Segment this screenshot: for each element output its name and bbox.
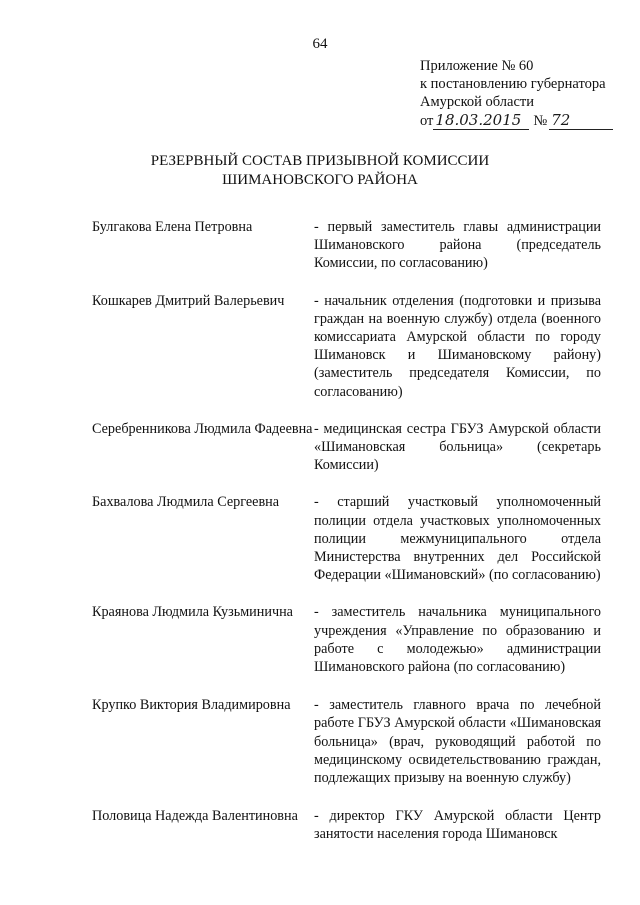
member-row bbox=[92, 603, 607, 676]
member-name: Кошкарев Дмитрий Валерьевич bbox=[92, 292, 285, 309]
member-name: Серебренникова Людмила Фадеевна bbox=[92, 420, 313, 437]
handwritten-date: 18.03.2015 bbox=[433, 111, 529, 130]
document-title bbox=[0, 152, 640, 190]
member-name: Краянова Людмила Кузьминична bbox=[92, 604, 293, 621]
member-row bbox=[92, 218, 607, 273]
appendix-line-3: Амурской области bbox=[420, 94, 534, 110]
page-number: 64 bbox=[312, 36, 328, 52]
member-row bbox=[92, 807, 607, 843]
member-role: - начальник отделения (подготовки и призыва граждан на военную службу) отдела (военного комиссариата Амурской области по городу Шимановск и Шимановскому району) (заместитель председателя Комиссии, по согласованию) bbox=[314, 292, 601, 400]
appendix-date-number-line bbox=[420, 111, 620, 130]
member-row bbox=[92, 493, 607, 584]
appendix-line-1: Приложение № 60 bbox=[420, 58, 534, 74]
date-prefix: от bbox=[420, 113, 434, 129]
appendix-header bbox=[420, 57, 620, 130]
number-sign: № bbox=[533, 113, 548, 129]
member-name: Булгакова Елена Петровна bbox=[92, 219, 253, 235]
member-name: Крупко Виктория Владимировна bbox=[92, 697, 291, 714]
member-name: Бахвалова Людмила Сергеевна bbox=[92, 494, 280, 511]
member-role: - первый заместитель главы администрации Шимановского района (председатель Комиссии, по согласованию) bbox=[314, 219, 601, 272]
member-role: - директор ГКУ Амурской области Центр занятости населения города Шимановск bbox=[314, 808, 601, 843]
member-role: - заместитель главного врача по лечебной работе ГБУЗ Амурской области «Шимановская больница» (врач, руководящий работой по медицинскому освидетельствованию граждан, подлежащих призыву на военную службу) bbox=[314, 697, 601, 787]
handwritten-number: 72 bbox=[549, 111, 613, 130]
appendix-line-2: к постановлению губернатора bbox=[420, 76, 606, 92]
member-row bbox=[92, 420, 607, 475]
members-list bbox=[92, 218, 607, 844]
member-role: - медицинская сестра ГБУЗ Амурской области «Шимановская больница» (секретарь Комиссии) bbox=[314, 420, 601, 474]
member-row bbox=[92, 696, 607, 787]
member-name: Половица Надежда Валентиновна bbox=[92, 808, 298, 825]
member-role: - старший участковый уполномоченный полиции отдела участковых уполномоченных полиции межмуниципального отдела Министерства внутренних дел Российской Федерации «Шимановский» (по согласованию) bbox=[314, 494, 601, 584]
title-line-2: ШИМАНОВСКОГО РАЙОНА bbox=[222, 172, 418, 188]
title-line-1: РЕЗЕРВНЫЙ СОСТАВ ПРИЗЫВНОЙ КОМИССИИ bbox=[150, 153, 490, 169]
member-row bbox=[92, 292, 607, 401]
member-role: - заместитель начальника муниципального учреждения «Управление по образованию и работе с молодежью» администрации Шимановского района (по согласованию) bbox=[314, 604, 601, 676]
